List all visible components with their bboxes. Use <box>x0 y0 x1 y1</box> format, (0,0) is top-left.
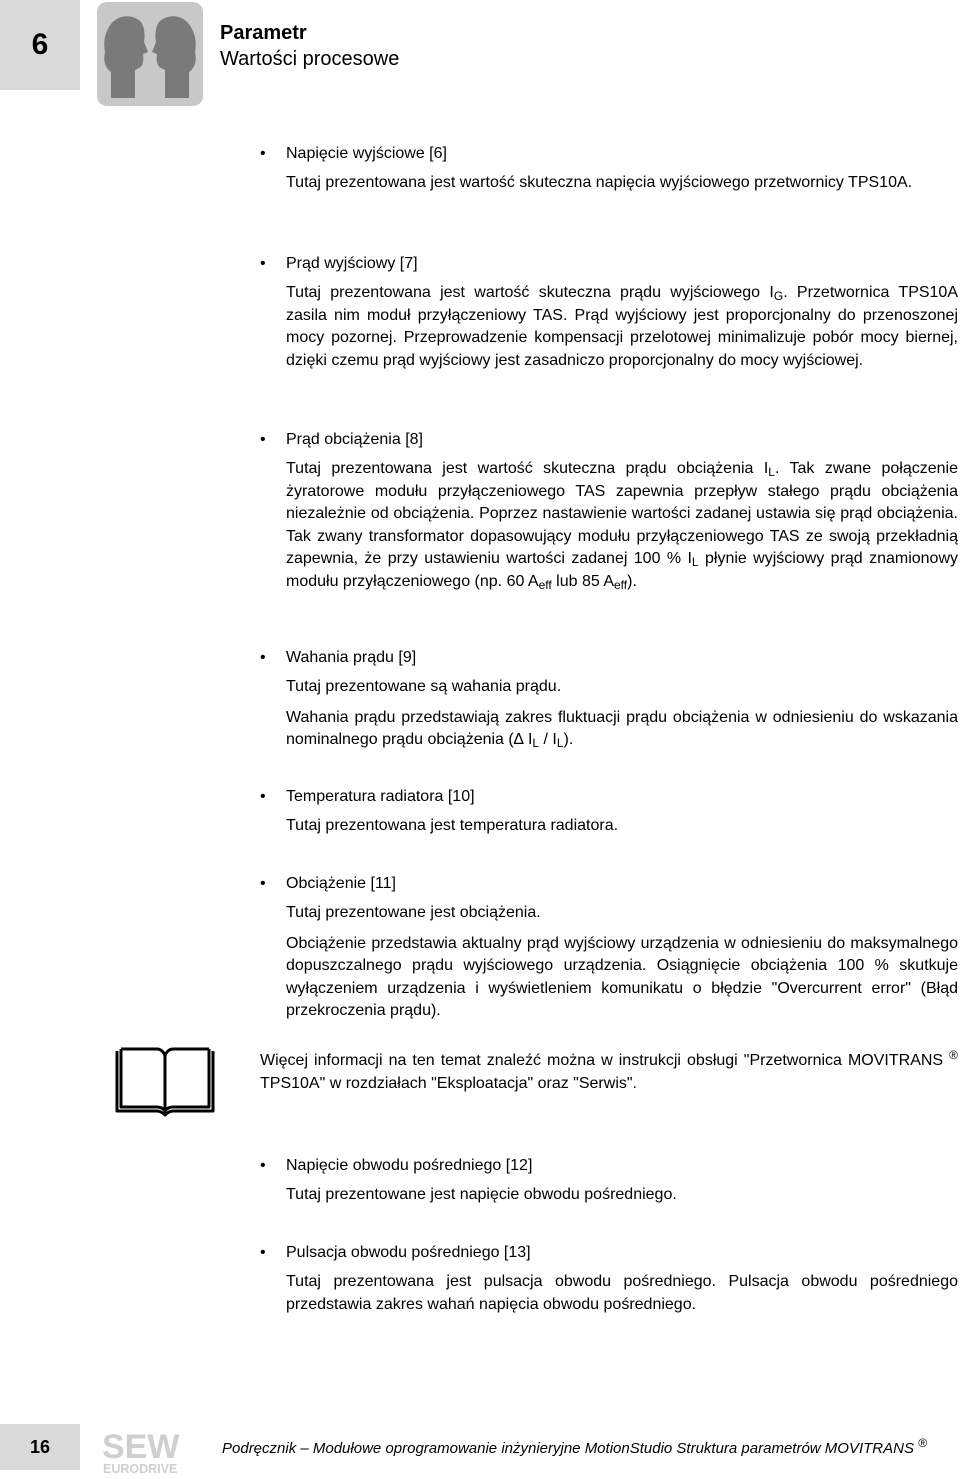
page-number: 16 <box>0 1424 80 1470</box>
item-text: Tutaj prezentowane są wahania prądu. <box>286 678 562 695</box>
svg-text:SEW: SEW <box>102 1428 180 1466</box>
info-note: Więcej informacji na ten temat znaleźć można w instrukcji obsługi "Przetwornica MOVITRANS ® TPS10A" w rozdziałach "Eksploatacja" oraz "Serwis". <box>260 1048 958 1092</box>
book-icon <box>113 1045 217 1117</box>
list-item <box>260 1241 958 1316</box>
item-title: Napięcie wyjściowe [6] <box>286 145 447 162</box>
list-item <box>260 785 958 838</box>
item-text: Tutaj prezentowane jest napięcie obwodu pośredniego. <box>286 1186 677 1203</box>
item-text: Tutaj prezentowana jest wartość skuteczna prądu wyjściowego $I_G$. Przetwornica TPS10A zasila nim moduł przyłączeniowy TAS. Prąd wyjściowy jest proporcjonalny do przenoszonej mocy pozornej. Przeprowadzenie kompensacji przelotowej minimalizuje pobór mocy biernej, dzięki czemu prąd wyjściowy jest zasadniczo proporcjonalny do mocy wyjściowej. <box>286 284 959 369</box>
page-title: Parametr <box>220 22 307 44</box>
item-title: Prąd wyjściowy [7] <box>286 255 418 272</box>
bullet: • <box>260 255 266 272</box>
item-title: Pulsacja obwodu pośredniego [13] <box>286 1244 531 1261</box>
chapter-number: 6 <box>0 0 80 90</box>
item-title: Temperatura radiatora [10] <box>286 788 475 805</box>
item-text: Tutaj prezentowana jest temperatura radiatora. <box>286 817 619 834</box>
list-item <box>260 252 958 372</box>
list-item <box>260 872 958 1023</box>
page-subtitle: Wartości procesowe <box>220 48 400 70</box>
item-text: Obciążenie przedstawia aktualny prąd wyjściowy urządzenia w odniesieniu do maksymalnego dopuszczalnego prądu wyjściowego urządzenia. Osiągnięcie obciążenia 100 % skutkuje wyłączeniem urządzenia i wyświetleniem komunikatu o błędzie "Overcurrent error" (Błąd przekroczenia prądu). <box>286 934 958 1019</box>
footer-text: Podręcznik – Modułowe oprogramowanie inżynieryjne MotionStudio Struktura parametrów MOVITRANS ® <box>222 1436 927 1457</box>
two-heads-icon <box>97 2 203 106</box>
list-item <box>260 142 958 195</box>
sew-eurodrive-logo <box>99 1426 205 1476</box>
svg-text:EURODRIVE: EURODRIVE <box>103 1462 178 1476</box>
item-title: Napięcie obwodu pośredniego [12] <box>286 1157 533 1174</box>
item-text: Tutaj prezentowana jest wartość skuteczna prądu obciążenia $I_L$. Tak zwane połączenie żyratorowe modułu przyłączeniowego TAS zapewnia przepływ stałego prądu obciążenia niezależnie od obciążenia. Poprzez nastawienie wartości zadanej ustawia się prąd obciążenia. Tak zwany transformator dopasowujący modułu przyłączeniowego TAS ze swoją przekładnią zapewnia, że przy ustawieniu wartości zadanej 100 % $I_L$ płynie wyjściowy prąd znamionowy modułu przyłączeniowego (np. 60 $A_{eff}$ lub 85 $A_{eff}$). <box>286 460 959 592</box>
list-item <box>260 646 958 752</box>
bullet: • <box>260 1157 266 1174</box>
item-title: Obciążenie [11] <box>286 875 396 892</box>
item-text: Wahania prądu przedstawiają zakres fluktuacji prądu obciążenia w odniesieniu do wskazania nominalnego prądu obciążenia (∆ $I_L / I_L$). <box>286 708 958 750</box>
two-heads-svg <box>97 2 203 106</box>
bullet: • <box>260 875 266 892</box>
item-title: Prąd obciążenia [8] <box>286 431 423 448</box>
bullet: • <box>260 649 266 666</box>
bullet: • <box>260 788 266 805</box>
item-text: Tutaj prezentowana jest pulsacja obwodu pośredniego. Pulsacja obwodu pośredniego przedstawia zakres wahań napięcia obwodu pośredniego. <box>286 1273 958 1313</box>
bullet: • <box>260 1244 266 1261</box>
item-text: Tutaj prezentowane jest obciążenia. <box>286 904 541 921</box>
bullet: • <box>260 431 266 448</box>
item-title: Wahania prądu [9] <box>286 649 417 666</box>
item-text: Tutaj prezentowana jest wartość skuteczna napięcia wyjściowego przetwornicy TPS10A. <box>286 174 913 191</box>
list-item <box>260 1154 958 1207</box>
bullet: • <box>260 145 266 162</box>
list-item <box>260 428 958 593</box>
